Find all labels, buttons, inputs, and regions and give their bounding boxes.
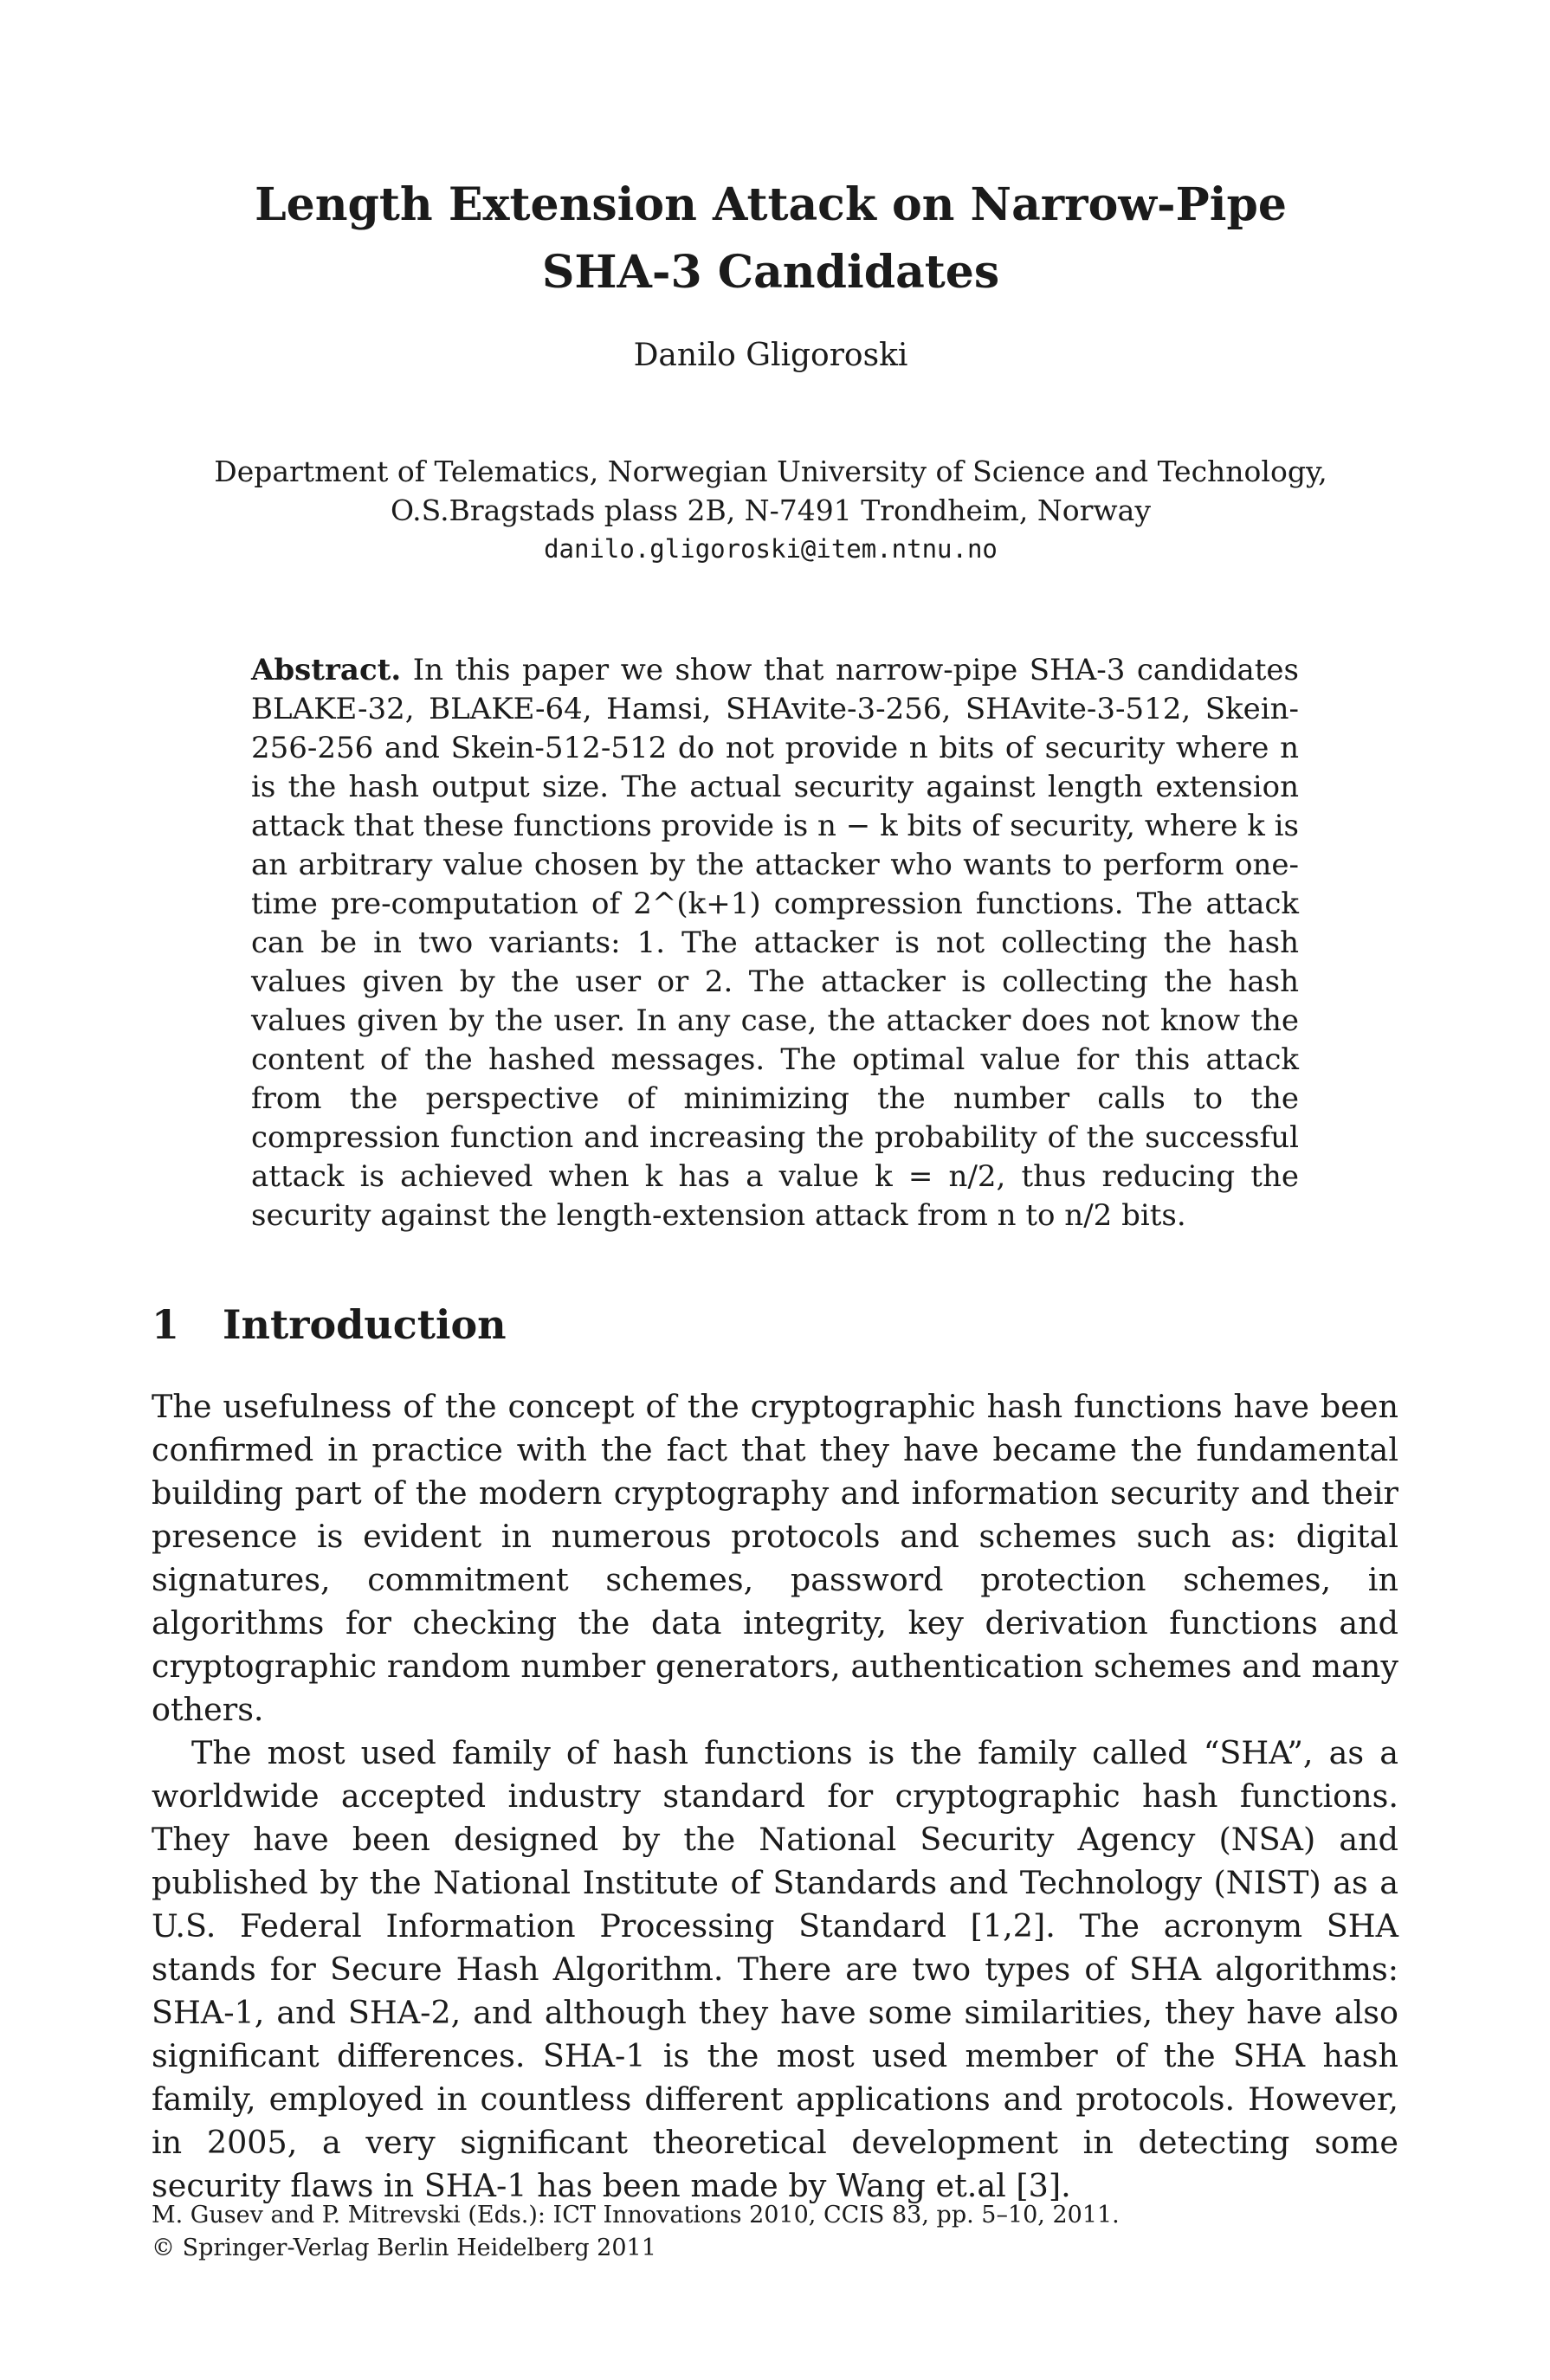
title-line-1: Length Extension Attack on Narrow-Pipe — [255, 178, 1287, 231]
abstract-label: Abstract. — [251, 653, 402, 687]
footer-citation — [152, 2199, 1398, 2265]
affiliation — [191, 452, 1351, 569]
paragraph: The most used family of hash functions is the family called “SHA”, as a worldwide accepted industry standard for cryptographic hash functions. They have been designed by the National Security Agency (NSA) and published by the National Institute of Standards and Technology (NIST) as a U.S. Federal Information Processing Standard [1,2]. The acronym SHA stands for Secure Hash Algorithm. There are two types of SHA algorithms: SHA-1, and SHA-2, and although they have some similarities, they have also significant differences. SHA-1 is the most used member of the SHA hash family, employed in countless different applications and protocols. However, in 2005, a very significant theoretical development in detecting some security flaws in SHA-1 has been made by Wang et.al [3]. — [152, 1734, 1398, 2204]
paper-title — [191, 171, 1351, 306]
footer-line-2: © Springer-Verlag Berlin Heidelberg 2011 — [152, 2235, 656, 2261]
affiliation-line-1: Department of Telematics, Norwegian University of Science and Technology, — [214, 455, 1327, 488]
affiliation-line-2: O.S.Bragstads plass 2B, N-7491 Trondheim, Norway — [391, 493, 1151, 527]
body-text — [152, 1385, 1398, 2208]
footer-line-1: M. Gusev and P. Mitrevski (Eds.): ICT Innovations 2010, CCIS 83, pp. 5–10, 2011. — [152, 2202, 1120, 2228]
section-number: 1 — [152, 1301, 180, 1348]
section-title: Introduction — [223, 1301, 507, 1348]
author-name: Danilo Gligoroski — [633, 338, 908, 373]
title-line-2: SHA-3 Candidates — [541, 246, 1000, 299]
abstract — [251, 651, 1299, 1235]
section-heading — [152, 1299, 1398, 1351]
paragraph: The usefulness of the concept of the cryptographic hash functions have been confirmed in practice with the fact that they have became the fundamental building part of the modern cryptography and information security and their presence is evident in numerous protocols and schemes such as: digital signatures, commitment schemes, password protection schemes, in algorithms for checking the data integrity, key derivation functions and cryptographic random number generators, authentication schemes and many others. — [152, 1388, 1398, 1728]
author-email: danilo.gligoroski@item.ntnu.no — [544, 534, 998, 564]
abstract-text: In this paper we show that narrow-pipe SHA-3 candidates BLAKE-32, BLAKE-64, Hamsi, SHAvite-3-256, SHAvite-3-512, Skein-256-256 and Skein-512-512 do not provide n bits of security where n is the hash output size. The actual security against length extension attack that these functions provide is n − k bits of security, where k is an arbitrary value chosen by the attacker who wants to perform one-time pre-computation of 2^(k+1) compression functions. The attack can be in two variants: 1. The attacker is not collecting the hash values given by the user or 2. The attacker is collecting the hash values given by the user. In any case, the attacker does not know the content of the hashed messages. The optimal value for this attack from the perspective of minimizing the number calls to the compression function and increasing the probability of the successful attack is achieved when k has a value k = n/2, thus reducing the security against the length-extension attack from n to n/2 bits. — [251, 653, 1299, 1233]
